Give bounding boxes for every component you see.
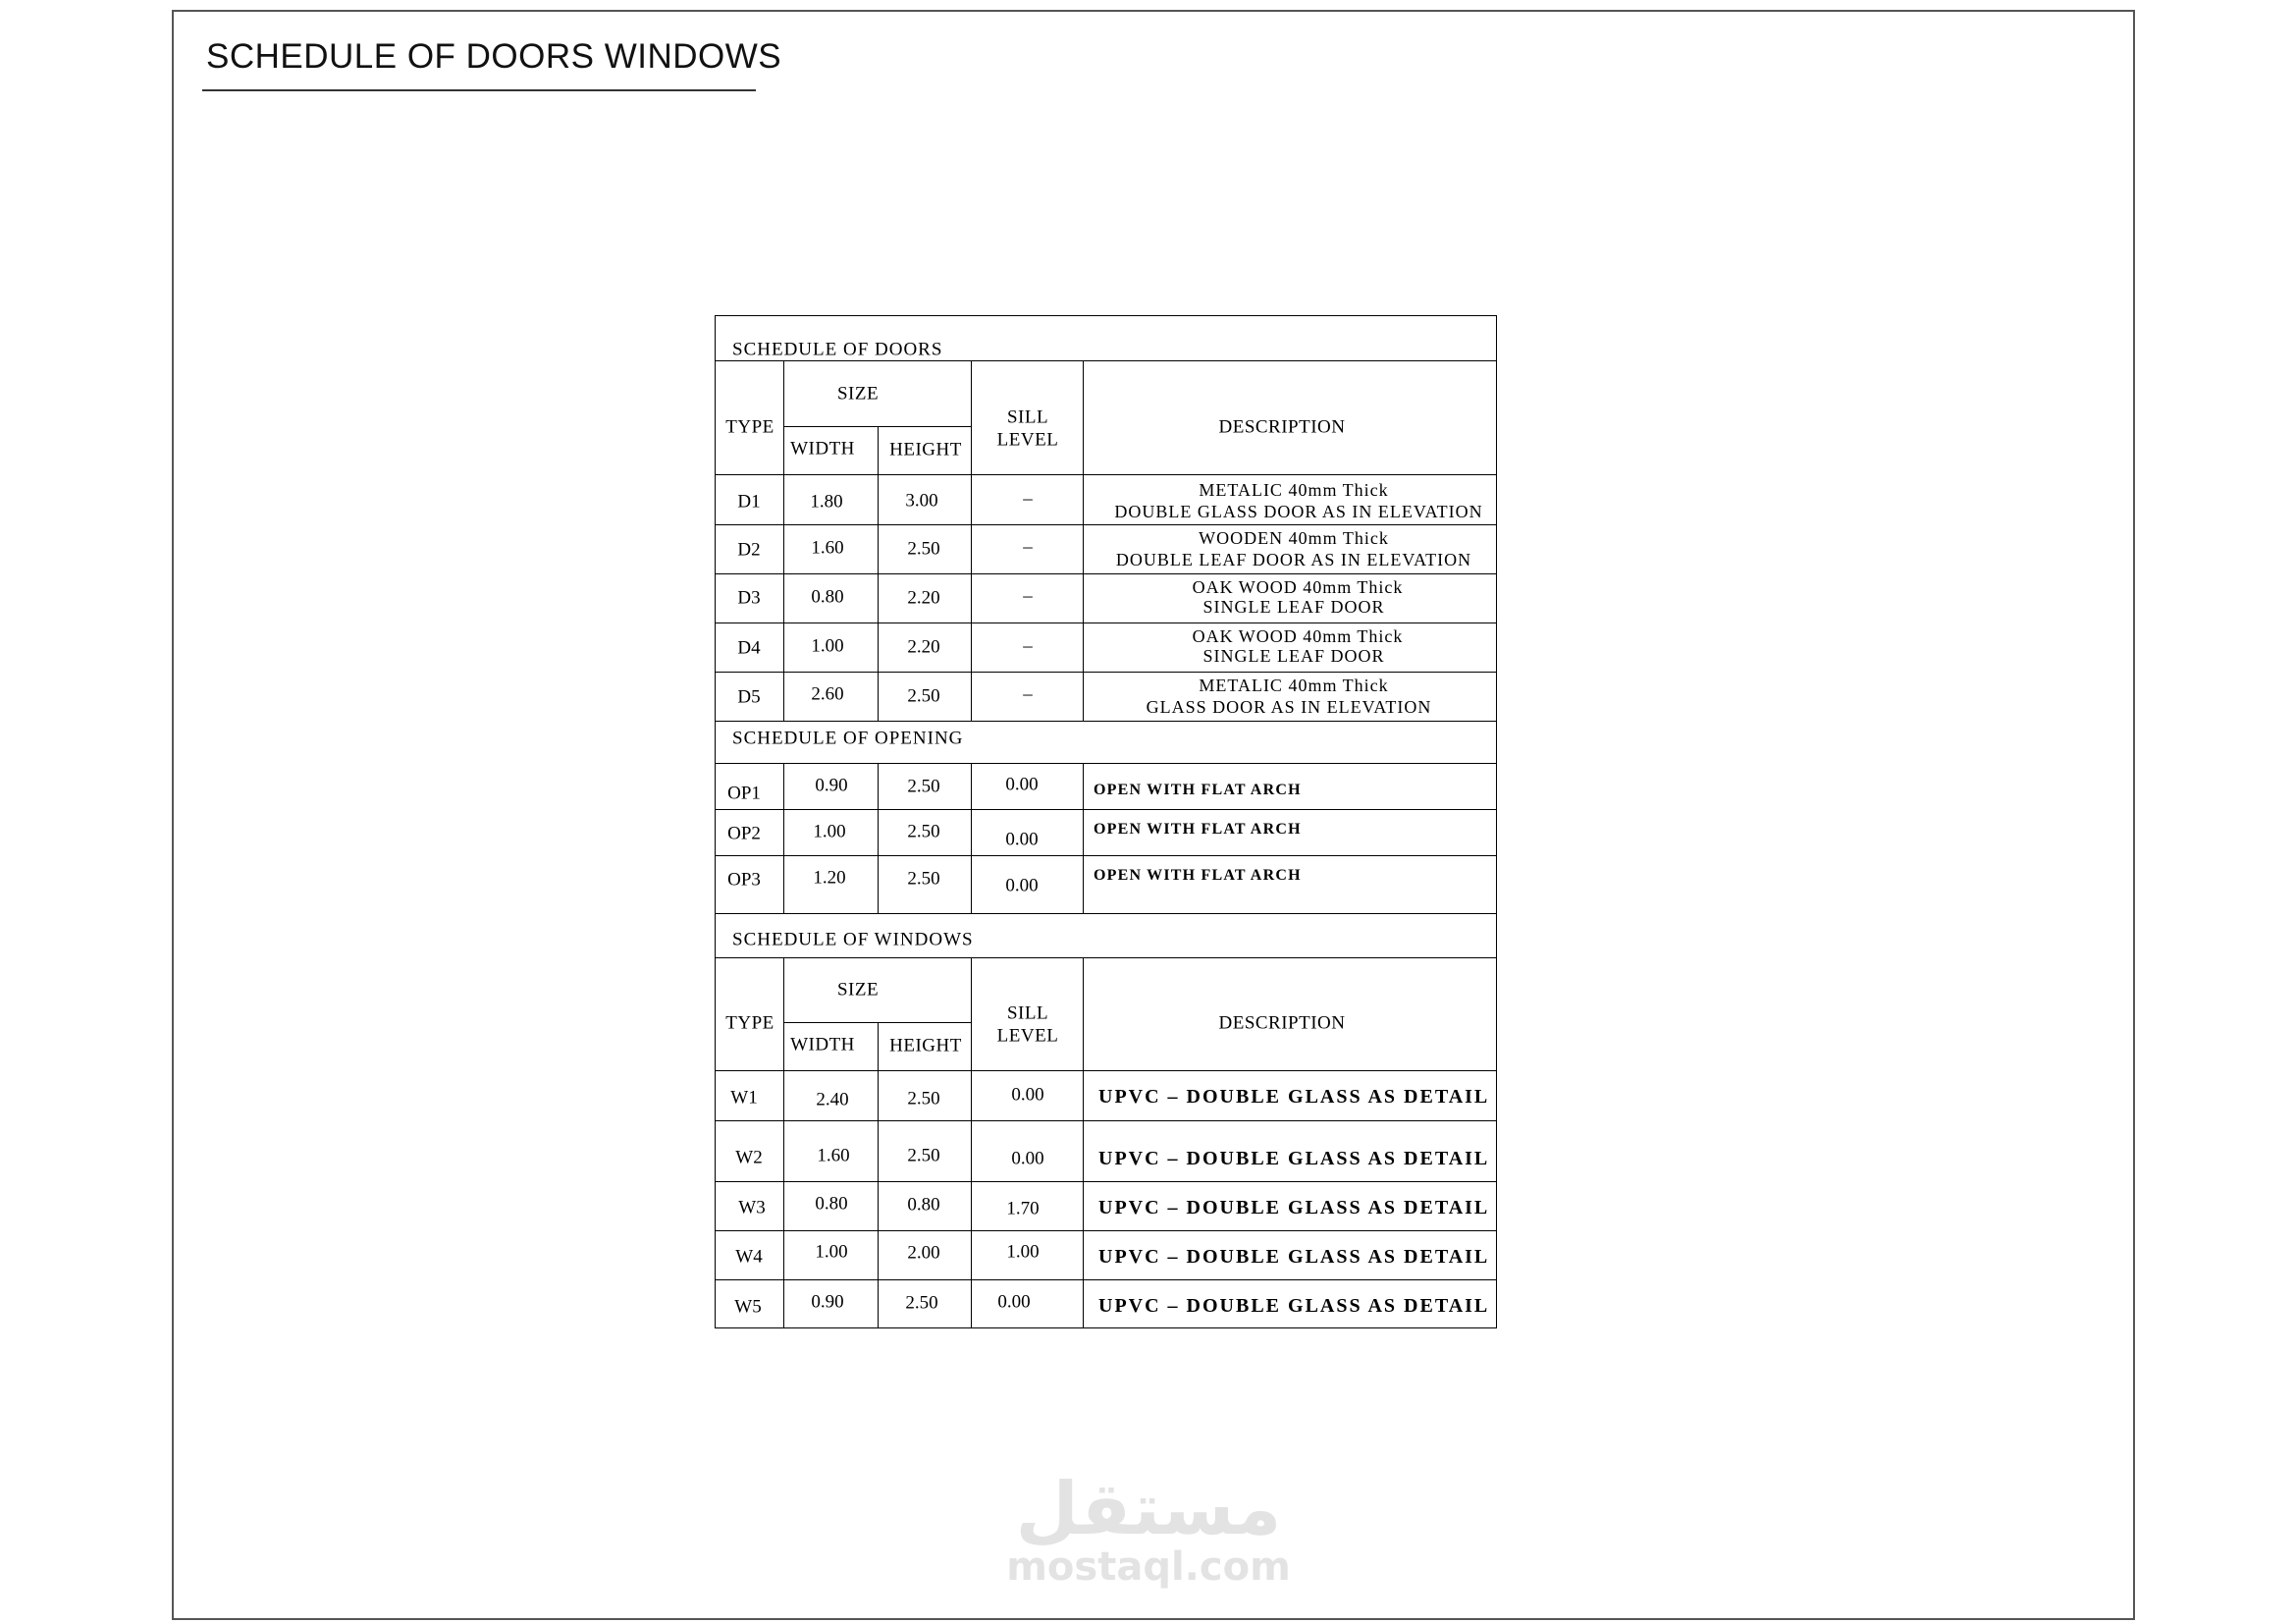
opening-op3-sill: 0.00 (1005, 875, 1039, 896)
doors-header-type: TYPE (725, 416, 774, 438)
window-w2-sill: 0.00 (1011, 1148, 1044, 1169)
window-w1-width: 2.40 (816, 1089, 849, 1110)
window-w5-height: 2.50 (905, 1292, 938, 1314)
door-d4-sill: – (1023, 635, 1033, 657)
door-d5-width: 2.60 (811, 683, 844, 705)
window-w1-sill: 0.00 (1011, 1084, 1044, 1106)
door-d5-desc-line1: METALIC 40mm Thick (1199, 676, 1389, 695)
window-w2-type: W2 (735, 1147, 763, 1168)
opening-op1-height: 2.50 (907, 776, 940, 797)
door-d4-desc-line1: OAK WOOD 40mm Thick (1192, 626, 1404, 646)
window-w3-desc: UPVC – DOUBLE GLASS AS DETAIL (1098, 1197, 1490, 1218)
window-w2-height: 2.50 (907, 1145, 940, 1166)
col-rule-width (878, 426, 879, 721)
col-rule-sill-w (1083, 957, 1084, 1328)
rule-d4-bottom (716, 672, 1496, 673)
col-rule-height-op (971, 763, 972, 913)
door-d2-width: 1.60 (811, 537, 844, 559)
rule-d5-bottom (716, 721, 1496, 722)
windows-header-description: DESCRIPTION (1218, 1012, 1346, 1034)
watermark-latin: mostaql.com (1006, 1544, 1291, 1590)
opening-op2-height: 2.50 (907, 821, 940, 842)
col-rule-sill-op (1083, 763, 1084, 913)
window-w4-height: 2.00 (907, 1242, 940, 1264)
windows-header-type: TYPE (725, 1012, 774, 1034)
window-w4-width: 1.00 (815, 1241, 848, 1263)
window-w5-type: W5 (734, 1296, 762, 1318)
opening-op2-sill: 0.00 (1005, 829, 1039, 850)
rule-d1-bottom (716, 524, 1496, 525)
rule-op2-bottom (716, 855, 1496, 856)
openings-section-title: SCHEDULE OF OPENING (732, 728, 964, 749)
door-d2-desc-line2: DOUBLE LEAF DOOR AS IN ELEVATION (1115, 550, 1472, 569)
windows-header-level: LEVEL (996, 1025, 1059, 1047)
col-rule-height (971, 360, 972, 721)
opening-op2-type: OP2 (727, 823, 761, 844)
door-d5-type: D5 (737, 686, 761, 708)
opening-op3-height: 2.50 (907, 868, 940, 890)
rule-op3-bottom (716, 913, 1496, 914)
door-d3-height: 2.20 (907, 587, 940, 609)
doors-header-width: WIDTH (790, 438, 855, 460)
rule-w3-bottom (716, 1230, 1496, 1231)
rule-w1-bottom (716, 1120, 1496, 1121)
window-w4-type: W4 (735, 1246, 763, 1268)
door-d3-type: D3 (737, 587, 761, 609)
door-d4-height: 2.20 (907, 636, 940, 658)
windows-header-height: HEIGHT (889, 1035, 962, 1056)
page-title: SCHEDULE OF DOORS WINDOWS (206, 37, 782, 76)
door-d4-type: D4 (737, 637, 761, 659)
windows-header-width: WIDTH (790, 1034, 855, 1056)
opening-op2-width: 1.00 (813, 821, 846, 842)
opening-op3-type: OP3 (727, 869, 761, 891)
door-d1-desc-line2: DOUBLE GLASS DOOR AS IN ELEVATION (1114, 502, 1483, 521)
opening-op1-desc: OPEN WITH FLAT ARCH (1094, 782, 1302, 798)
doors-header-description: DESCRIPTION (1218, 416, 1346, 438)
door-d1-sill: – (1023, 488, 1033, 510)
door-d2-desc-line1: WOODEN 40mm Thick (1199, 528, 1389, 548)
rule-doors-header-bottom (716, 474, 1496, 475)
door-d1-type: D1 (737, 491, 761, 513)
door-d2-height: 2.50 (907, 538, 940, 560)
window-w2-desc: UPVC – DOUBLE GLASS AS DETAIL (1098, 1148, 1490, 1169)
window-w3-height: 0.80 (907, 1194, 940, 1216)
window-w5-sill: 0.00 (997, 1291, 1031, 1313)
col-rule-type-op (783, 763, 784, 913)
watermark-arabic: مستقل (1015, 1467, 1282, 1551)
door-d5-sill: – (1023, 683, 1033, 705)
opening-op1-sill: 0.00 (1005, 774, 1039, 795)
doors-header-level: LEVEL (996, 429, 1059, 451)
door-d4-desc-line2: SINGLE LEAF DOOR (1202, 646, 1385, 666)
door-d3-sill: – (1023, 585, 1033, 607)
rule-w2-bottom (716, 1181, 1496, 1182)
opening-op1-width: 0.90 (815, 775, 848, 796)
title-underline (202, 89, 756, 91)
rule-doors-header-top (716, 360, 1496, 361)
window-w1-desc: UPVC – DOUBLE GLASS AS DETAIL (1098, 1086, 1490, 1108)
schedule-table (715, 315, 1497, 1328)
col-rule-width-w (878, 1022, 879, 1328)
window-w3-type: W3 (738, 1197, 766, 1218)
opening-op3-desc: OPEN WITH FLAT ARCH (1094, 867, 1302, 884)
watermark-logo (1001, 1467, 1296, 1590)
rule-windows-header-bottom (716, 1070, 1496, 1071)
window-w1-height: 2.50 (907, 1088, 940, 1110)
opening-op2-desc: OPEN WITH FLAT ARCH (1094, 821, 1302, 838)
window-w3-sill: 1.70 (1006, 1198, 1040, 1219)
doors-header-size: SIZE (836, 383, 880, 405)
door-d1-width: 1.80 (810, 491, 843, 513)
windows-section-title: SCHEDULE OF WINDOWS (732, 929, 974, 950)
door-d1-desc-line1: METALIC 40mm Thick (1199, 480, 1389, 500)
opening-op3-width: 1.20 (813, 867, 846, 889)
windows-header-sill: SILL (1006, 1002, 1049, 1024)
door-d4-width: 1.00 (811, 635, 844, 657)
window-w1-type: W1 (730, 1087, 758, 1109)
window-w3-width: 0.80 (815, 1193, 848, 1215)
windows-header-size: SIZE (836, 979, 880, 1001)
window-w5-width: 0.90 (811, 1291, 844, 1313)
rule-w4-bottom (716, 1279, 1496, 1280)
rule-windows-header-top (716, 957, 1496, 958)
opening-op1-type: OP1 (727, 783, 761, 804)
door-d3-desc-line1: OAK WOOD 40mm Thick (1192, 577, 1404, 597)
col-rule-type-w (783, 957, 784, 1328)
window-w4-sill: 1.00 (1006, 1241, 1040, 1263)
door-d3-desc-line2: SINGLE LEAF DOOR (1202, 597, 1385, 617)
doors-header-height: HEIGHT (889, 439, 962, 460)
doors-section-title: SCHEDULE OF DOORS (732, 339, 943, 360)
rule-opening-section-bottom (716, 763, 1496, 764)
rule-op1-bottom (716, 809, 1496, 810)
door-d1-height: 3.00 (905, 490, 938, 512)
col-rule-type (783, 360, 784, 721)
window-w4-desc: UPVC – DOUBLE GLASS AS DETAIL (1098, 1246, 1490, 1268)
col-rule-height-w (971, 957, 972, 1328)
window-w2-width: 1.60 (817, 1145, 850, 1166)
door-d2-sill: – (1023, 536, 1033, 558)
door-d5-height: 2.50 (907, 685, 940, 707)
rule-d2-bottom (716, 573, 1496, 574)
window-w5-desc: UPVC – DOUBLE GLASS AS DETAIL (1098, 1295, 1490, 1317)
col-rule-width-op (878, 763, 879, 913)
door-d3-width: 0.80 (811, 586, 844, 608)
doors-header-sill: SILL (1006, 406, 1049, 428)
col-rule-sill (1083, 360, 1084, 721)
door-d2-type: D2 (737, 539, 761, 561)
door-d5-desc-line2: GLASS DOOR AS IN ELEVATION (1146, 697, 1432, 717)
